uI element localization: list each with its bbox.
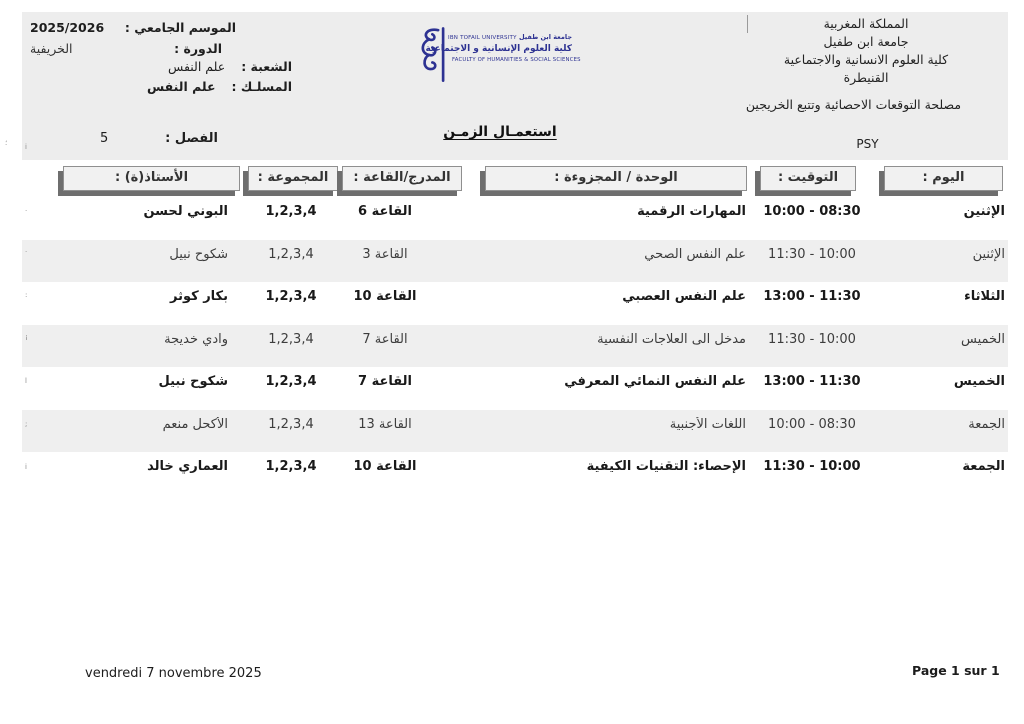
- table-row: [22, 367, 1008, 410]
- schedule-teacher: شكوح نبيل: [169, 246, 228, 262]
- column-header-room: المدرج/القاعة :: [342, 166, 462, 191]
- schedule-unit: المهارات الرقمية: [637, 204, 746, 219]
- edge-text-fragment: ·: [25, 248, 28, 256]
- service-line: مصلحة التوقعات الاحصائية وتتبع الخريجين: [745, 97, 962, 112]
- university-logo-icon: [417, 26, 451, 84]
- edge-text-fragment: ¡: [25, 333, 28, 341]
- schedule-time: 10:00 - 11:30: [768, 331, 856, 347]
- column-header-teacher: الأستاذ(ة) :: [63, 166, 240, 191]
- schedule-group: 1,2,3,4: [268, 416, 314, 432]
- track-line: [60, 79, 292, 94]
- session-label: الدورة :: [174, 41, 222, 56]
- edge-text-fragment: l: [25, 377, 27, 385]
- program-code: PSY: [856, 137, 879, 151]
- logo-en-university: IBN TOFAIL UNIVERSITY: [448, 35, 517, 41]
- branch-line: [60, 59, 292, 74]
- schedule-day: الإثنين: [963, 204, 1005, 219]
- schedule-teacher: الأكحل منعم: [162, 416, 228, 432]
- schedule-day: الثلاثاء: [964, 289, 1005, 304]
- logo-text-block: [425, 33, 581, 63]
- table-body: [22, 197, 1008, 495]
- season-value: 2025/2026: [30, 20, 105, 35]
- session-value: الخريفية: [30, 41, 73, 56]
- schedule-unit: علم النفس النمائي المعرفي: [564, 374, 746, 389]
- logo-en-faculty: FACULTY OF HUMANITIES & SOCIAL SCIENCES: [452, 57, 581, 63]
- semester-label: الفصل :: [165, 131, 218, 146]
- schedule-group: 1,2,3,4: [265, 204, 317, 219]
- table-row: [22, 452, 1008, 495]
- semester-value: 5: [100, 131, 109, 146]
- season-label: الموسم الجامعي :: [124, 20, 236, 35]
- schedule-unit: مدخل الى العلاجات النفسية: [597, 331, 746, 347]
- edge-text-fragment: ؛: [5, 139, 8, 147]
- schedule-room: القاعة 6: [358, 204, 412, 219]
- table-row: [22, 282, 1008, 325]
- institution-block: [725, 15, 1007, 87]
- schedule-day: الإثنين: [972, 246, 1005, 262]
- edge-text-fragment: .: [25, 205, 28, 213]
- schedule-room: القاعة 13: [358, 416, 412, 432]
- schedule-teacher: وادي خديجة: [164, 331, 228, 347]
- schedule-unit: علم النفس الصحي: [644, 246, 746, 262]
- branch-value: علم النفس: [168, 59, 226, 74]
- schedule-teacher: البوني لحسن: [143, 204, 228, 219]
- column-header-group: المجموعة :: [248, 166, 338, 191]
- column-header-time: التوقيت :: [760, 166, 856, 191]
- schedule-room: القاعة 10: [353, 459, 417, 474]
- schedule-group: 1,2,3,4: [265, 459, 317, 474]
- table-row: [22, 197, 1008, 240]
- city-line: القنيطرة: [843, 70, 889, 85]
- schedule-room: القاعة 3: [362, 246, 408, 262]
- page-title: استعمـال الزمـن: [443, 124, 557, 140]
- schedule-unit: اللغات الأجنبية: [669, 416, 746, 432]
- column-header-unit: الوحدة / المجزوءة :: [485, 166, 747, 191]
- edge-text-fragment: ;: [25, 420, 28, 428]
- schedule-time: 11:30 - 13:00: [763, 289, 861, 304]
- footer-page-number: Page 1 sur 1: [912, 663, 1000, 678]
- track-value: علم النفس: [147, 79, 216, 94]
- schedule-day: الجمعة: [962, 459, 1005, 474]
- track-label: المسلـك :: [231, 79, 292, 94]
- schedule-room: القاعة 7: [362, 331, 408, 347]
- session-line: [30, 41, 222, 56]
- schedule-group: 1,2,3,4: [265, 289, 317, 304]
- table-row: [22, 325, 1008, 368]
- schedule-group: 1,2,3,4: [265, 374, 317, 389]
- schedule-room: القاعة 10: [353, 289, 417, 304]
- schedule-teacher: العماري خالد: [147, 459, 228, 474]
- schedule-day: الخميس: [953, 374, 1005, 389]
- branch-label: الشعبة :: [241, 59, 292, 74]
- schedule-unit: الإحصاء: التقنيات الكيفية: [586, 459, 746, 474]
- season-line: [30, 20, 236, 35]
- schedule-time: 11:30 - 13:00: [763, 374, 861, 389]
- table-row: [22, 240, 1008, 283]
- schedule-time: 08:30 - 10:00: [768, 416, 856, 432]
- schedule-teacher: شكوح نبيل: [158, 374, 228, 389]
- schedule-group: 1,2,3,4: [268, 246, 314, 262]
- column-header-day: اليوم :: [884, 166, 1003, 191]
- schedule-time: 10:00 - 11:30: [768, 246, 856, 262]
- schedule-teacher: بكار كوثر: [169, 289, 228, 304]
- edge-text-fragment: :: [25, 291, 28, 299]
- footer-date: vendredi 7 novembre 2025: [85, 666, 262, 681]
- kingdom-line: المملكة المغربية: [823, 16, 909, 31]
- table-row: [22, 410, 1008, 453]
- logo-ar-university: جامعة ابن طفيل: [518, 33, 572, 41]
- schedule-day: الخميس: [961, 331, 1005, 347]
- edge-text-fragment: i: [25, 463, 27, 471]
- schedule-day: الجمعة: [968, 416, 1005, 432]
- edge-text-fragment: i: [25, 143, 27, 151]
- schedule-group: 1,2,3,4: [268, 331, 314, 347]
- university-line: جامعة ابن طفيل: [823, 34, 909, 49]
- schedule-unit: علم النفس العصبي: [622, 289, 746, 304]
- schedule-room: القاعة 7: [358, 374, 412, 389]
- schedule-time: 08:30 - 10:00: [763, 204, 861, 219]
- schedule-time: 10:00 - 11:30: [763, 459, 861, 474]
- logo-ar-faculty: كلية العلوم الإنسانية و الاجتماعية: [425, 44, 572, 54]
- faculty-line: كلية العلوم الانسانية والاجتماعية: [783, 52, 949, 67]
- semester-line: [100, 131, 218, 146]
- logo-university-line: [448, 33, 572, 41]
